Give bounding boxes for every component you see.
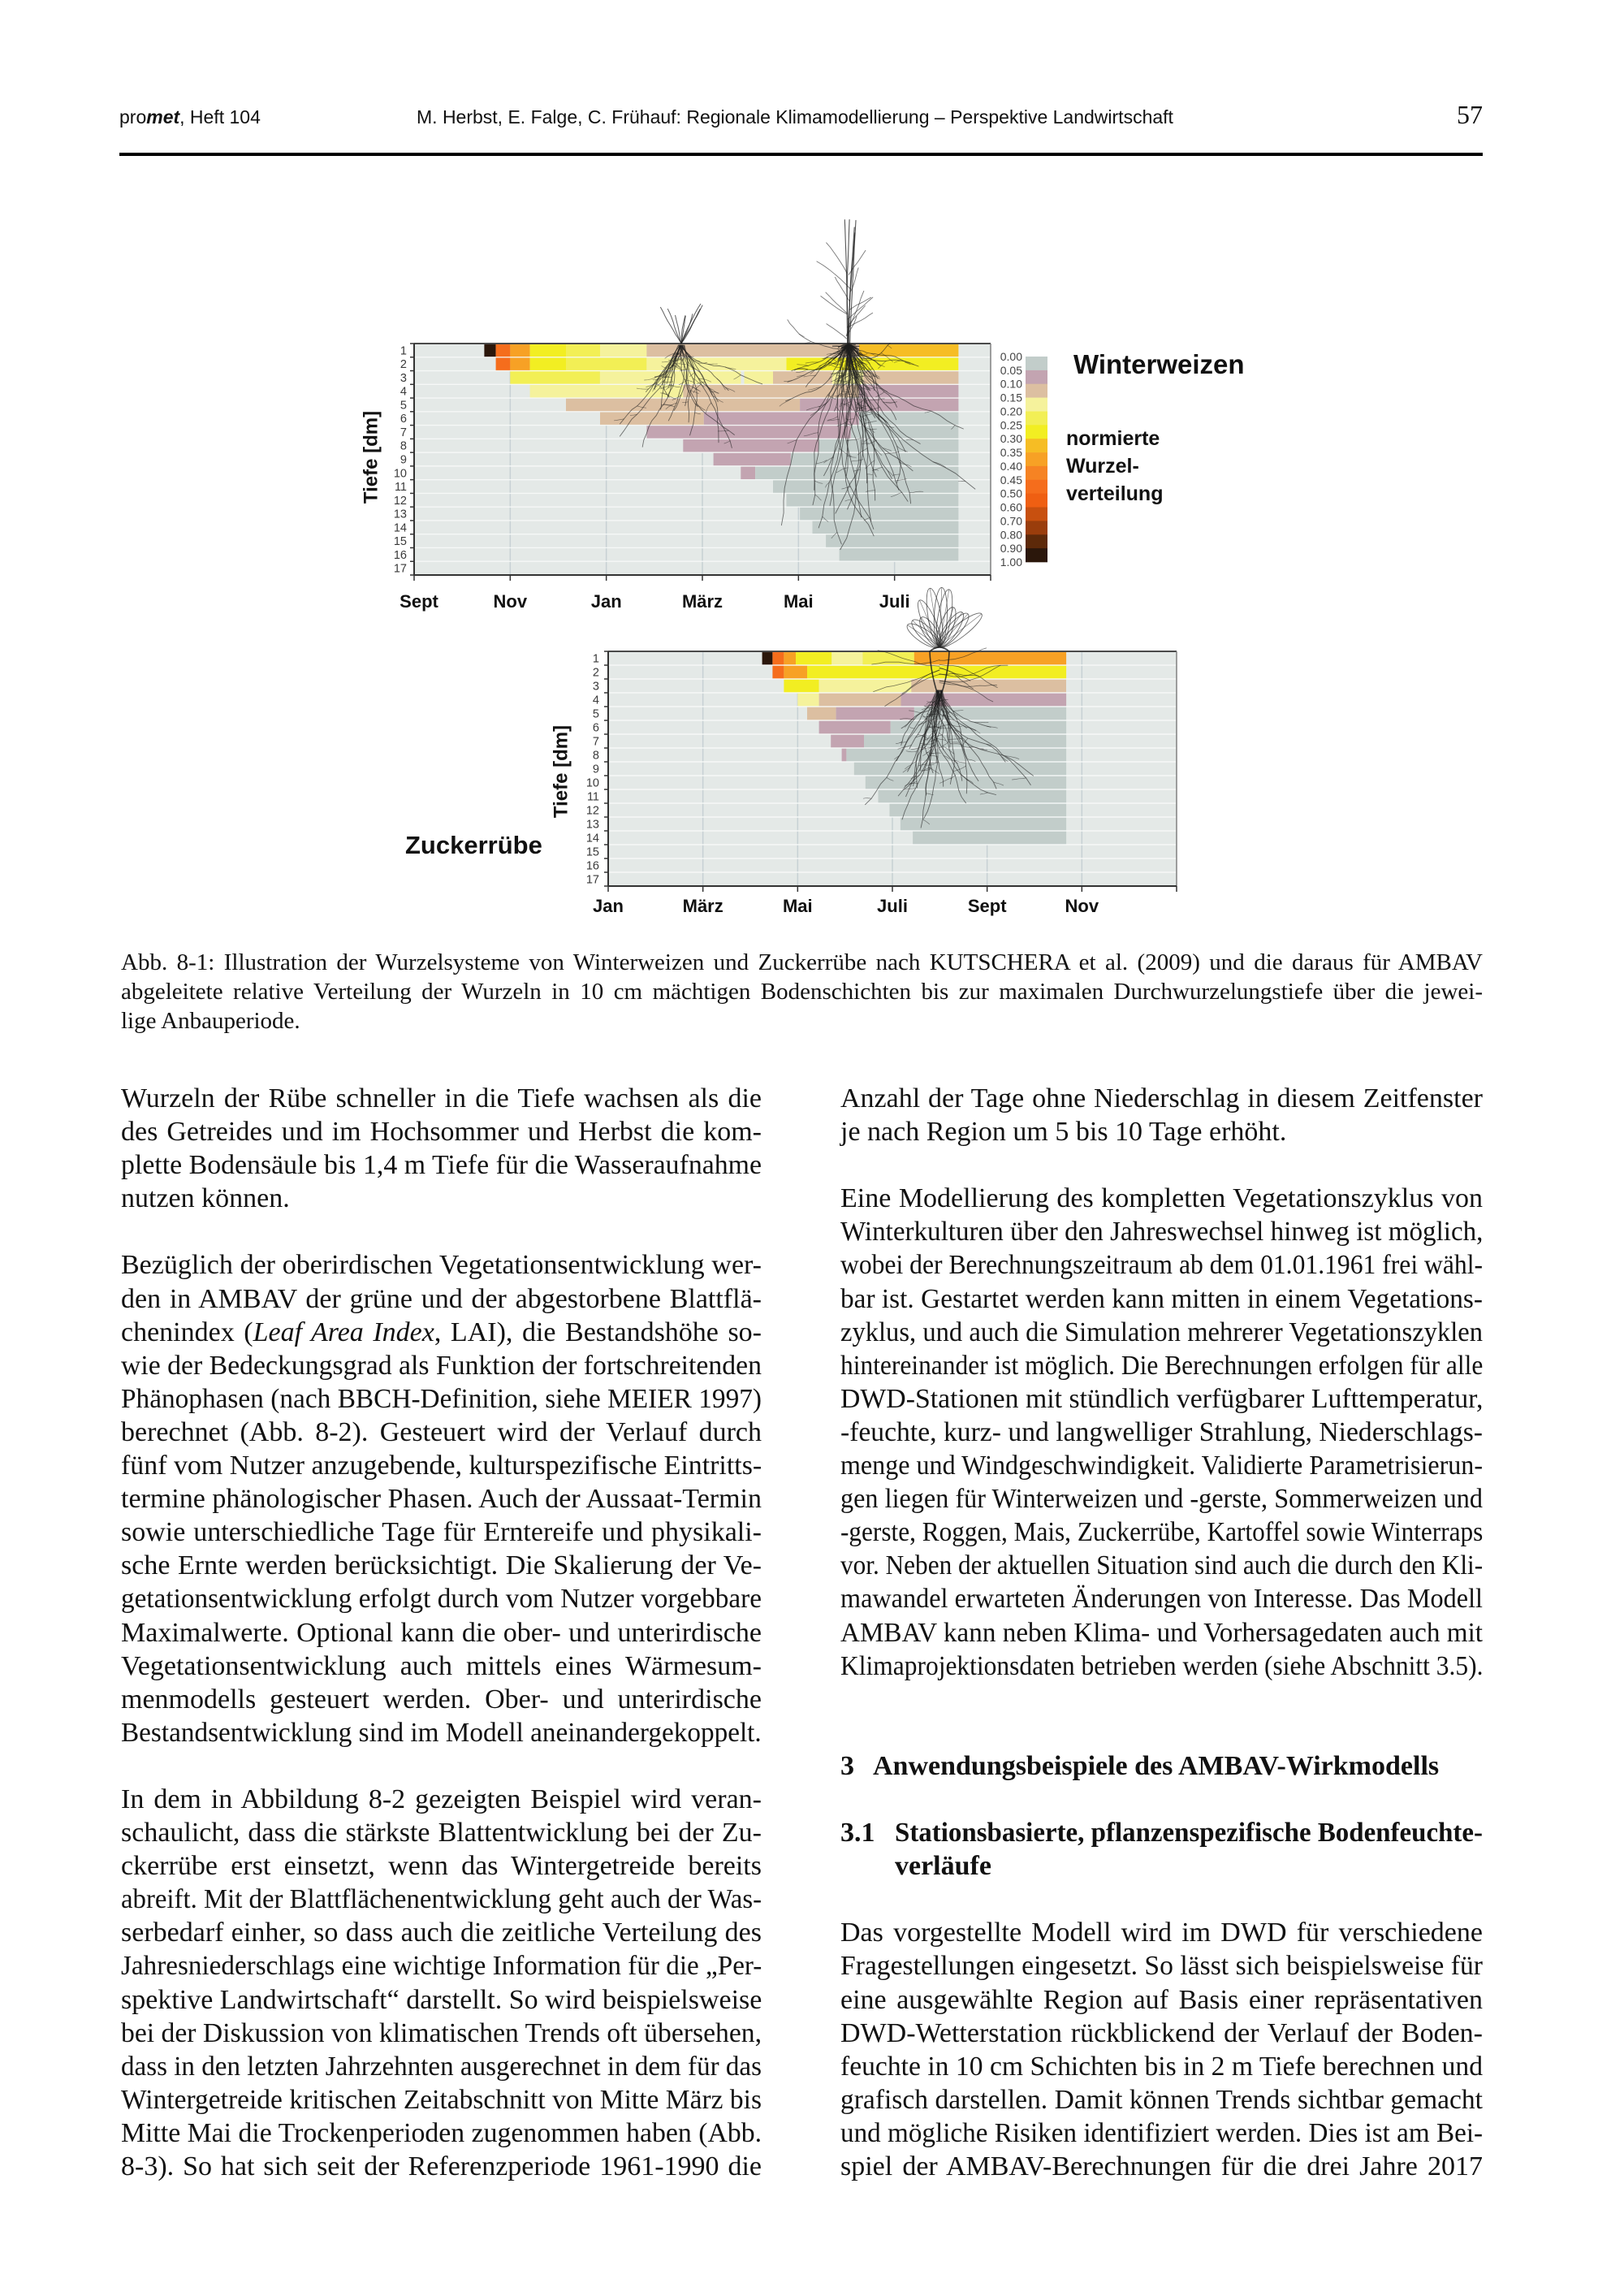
- text-line: dass in den letzten Jahrzehnten ausgerechnet in dem für das: [121, 2051, 762, 2082]
- y-tick-label: 1: [592, 652, 599, 666]
- section-heading: [840, 1816, 1483, 1883]
- colorbar-swatch: [1026, 508, 1047, 521]
- section-number: 3.1: [840, 1818, 875, 1848]
- y-tick-label: 2: [592, 666, 599, 680]
- text-line: grafisch darstellen. Damit können Trends sichtbar gemacht: [840, 2084, 1483, 2115]
- text-line: DWD-Stationen mit stündlich verfügbarer Lufttemperatur,: [840, 1383, 1484, 1414]
- text-line: fünf vom Nutzer anzugebende, kulturspezifische Eintritts-: [121, 1451, 762, 1481]
- text-line: Klimaprojektionsdaten betrieben werden (siehe Abschnitt 3.5).: [840, 1650, 1484, 1681]
- heatmap-cell: [773, 480, 958, 494]
- text-line: den in AMBAV der grüne und der abgestorbene Blattflä-: [121, 1283, 762, 1314]
- figure-caption: [121, 948, 1483, 1036]
- heatmap-cell: [784, 679, 818, 693]
- x-tick-label: Sept: [400, 591, 438, 612]
- colorbar-tick-label: 0.60: [1000, 500, 1022, 514]
- text-line: zyklus, und auch die Simulation mehrerer Vegetationszyklen: [840, 1317, 1483, 1347]
- text-line: 8-3). So hat sich seit der Referenzperiode 1961-1990 die: [121, 2151, 762, 2181]
- text-line: mawandel erwarteten Änderungen von Interesse. Das Modell: [840, 1584, 1483, 1615]
- caption-line: abgeleitete relative Verteilung der Wurzeln in 10 cm mächtigen Bodenschichten bis zur maximalen Durchwurzelungstiefe über die jewei-: [121, 979, 1483, 1005]
- heatmap-cell: [484, 344, 495, 357]
- colorbar-swatch: [1026, 521, 1047, 534]
- y-tick-label: 5: [400, 399, 407, 413]
- text-line: wobei der Berechnungszeitraum ab dem 01.01.1961 frei wähl-: [840, 1250, 1483, 1281]
- caption-line: Abb. 8-1: Illustration der Wurzelsysteme von Winterweizen und Zuckerrübe nach KUTSCHERA et al. (2009) und die daraus für AMBAV: [121, 949, 1483, 975]
- text-line: gen liegen für Winterweizen und -gerste, Sommerweizen und: [840, 1484, 1483, 1515]
- chart-winterweizen: [361, 344, 1245, 612]
- chart-zuckerruebe: [405, 651, 1177, 916]
- paragraph: [840, 1182, 1483, 1682]
- text-line: Winterkulturen über den Jahreswechsel hinweg ist möglich,: [840, 1217, 1484, 1247]
- colorbar-swatch: [1026, 398, 1047, 412]
- x-tick-label: Sept: [967, 896, 1007, 916]
- colorbar-swatch: [1026, 466, 1047, 480]
- heatmap-cell: [890, 803, 1067, 817]
- y-tick-label: 12: [585, 804, 599, 818]
- paragraph: [840, 1082, 1483, 1148]
- text-line: ckerrübe erst einsetzt, wenn das Wintergetreide bereits: [121, 1851, 762, 1882]
- heatmap-cell: [819, 693, 901, 707]
- text-line: Stationsbasierte, pflanzenspezifische Bodenfeuchte-: [895, 1818, 1484, 1848]
- y-tick-label: 13: [393, 508, 407, 521]
- journal-name-prefix: pro: [119, 106, 147, 128]
- heatmap-cell: [787, 493, 959, 507]
- chart-title: Winterweizen: [1073, 349, 1245, 379]
- y-tick-label: 6: [592, 721, 599, 735]
- colorbar-tick-label: 0.10: [1000, 377, 1022, 391]
- heatmap-cell: [496, 357, 511, 371]
- heatmap-cell: [913, 831, 1066, 845]
- text-line: -feuchte, kurz- und langwelliger Strahlung, Niederschlags-: [840, 1416, 1483, 1447]
- colorbar-swatch: [1026, 548, 1047, 562]
- colorbar-tick-label: 0.40: [1000, 459, 1022, 473]
- text-line: abreift. Mit der Blattflächenentwicklung geht auch der Was-: [121, 1884, 762, 1915]
- colorbar-tick-label: 0.05: [1000, 363, 1022, 377]
- text-column-left: [121, 1082, 762, 2216]
- heatmap-cell: [831, 651, 862, 665]
- x-tick-label: Mai: [782, 896, 813, 916]
- y-tick-label: 9: [592, 763, 599, 776]
- figure-root-distribution: [0, 0, 1624, 934]
- text-line: sche Ernte werden berücksichtigt. Die Skalierung der Ve-: [121, 1550, 762, 1581]
- text-line: Anwendungsbeispiele des AMBAV-Wirkmodells: [873, 1750, 1440, 1781]
- heatmap-cell: [836, 707, 914, 720]
- text-line: bar ist. Gestartet werden kann mitten in einem Vegetations-: [840, 1283, 1483, 1314]
- heatmap-cell: [566, 398, 800, 412]
- colorbar-tick-label: 0.35: [1000, 446, 1022, 460]
- text-line: schaulicht, dass die stärkste Blattentwicklung bei der Zu-: [121, 1818, 762, 1848]
- colorbar-title: verteilung: [1066, 482, 1164, 505]
- paragraph: [121, 1783, 762, 2183]
- text-line: vor. Neben der aktuellen Situation sind auch die durch den Kli-: [840, 1550, 1484, 1581]
- text-line: plette Bodensäule bis 1,4 m Tiefe für die Wasseraufnahme: [121, 1150, 762, 1181]
- heatmap-cell: [842, 748, 847, 762]
- text-line: nutzen können.: [121, 1183, 290, 1214]
- heatmap-cell: [704, 412, 859, 426]
- text-line: Wurzeln der Rübe schneller in die Tiefe wachsen als die: [121, 1083, 762, 1113]
- sketch-stroke: [676, 315, 681, 344]
- y-tick-label: 11: [586, 790, 599, 804]
- y-tick-label: 13: [585, 818, 599, 832]
- y-tick-label: 16: [393, 548, 407, 562]
- x-tick-label: Nov: [493, 591, 528, 612]
- heatmap-cell: [840, 548, 959, 562]
- text-line: feuchte in 10 cm Schichten bis in 2 m Tiefe berechnen und: [840, 2051, 1483, 2082]
- colorbar-swatch: [1026, 384, 1047, 398]
- text-line: menge und Windgeschwindigkeit. Validierte Parametrisierun-: [840, 1451, 1483, 1481]
- text-line: je nach Region um 5 bis 10 Tage erhöht.: [840, 1117, 1287, 1148]
- heatmap-cell: [807, 665, 1066, 679]
- colorbar-tick-label: 1.00: [1000, 556, 1022, 569]
- sketch-stroke: [821, 296, 847, 314]
- y-tick-label: 2: [400, 358, 407, 372]
- heatmap-cell: [510, 344, 529, 357]
- x-tick-label: März: [682, 896, 723, 916]
- paragraph: [840, 1916, 1483, 2183]
- heatmap-cell: [566, 357, 646, 371]
- text-line: getationsentwicklung erfolgt durch vom Nutzer vorgebbare: [121, 1584, 762, 1615]
- y-tick-label: 1: [400, 344, 407, 358]
- text-line: In dem in Abbildung 8-2 gezeigten Beispiel wird veran-: [121, 1784, 762, 1814]
- text-line: serbedarf einher, so dass auch die zeitliche Verteilung des: [121, 1918, 762, 1948]
- y-tick-label: 11: [394, 481, 407, 494]
- y-tick-label: 6: [400, 413, 407, 426]
- colorbar-swatch: [1026, 480, 1047, 494]
- colorbar-tick-label: 0.45: [1000, 473, 1022, 486]
- y-tick-label: 10: [585, 776, 599, 790]
- text-line: hintereinander ist möglich. Die Berechnungen erfolgen für alle: [840, 1350, 1484, 1381]
- text-line: Bestandsentwicklung sind im Modell aneinandergekoppelt.: [121, 1717, 762, 1748]
- heatmap-cell: [530, 357, 566, 371]
- colorbar-title: Wurzel-: [1066, 455, 1139, 478]
- colorbar-title: normierte: [1066, 427, 1160, 450]
- y-tick-label: 7: [400, 426, 407, 439]
- heatmap-cell: [530, 344, 566, 357]
- y-tick-label: 14: [393, 521, 407, 535]
- heatmap-cell: [683, 439, 818, 452]
- x-tick-label: Juli: [877, 896, 908, 916]
- section-heading: [840, 1749, 1483, 1783]
- page-number: 57: [1457, 100, 1483, 129]
- heatmap-cell: [600, 412, 704, 426]
- text-line: spektive Landwirtschaft“ darstellt. So wird beispielsweise: [121, 1984, 762, 2015]
- sketch-stroke: [661, 307, 682, 344]
- caption-line: lige Anbauperiode.: [121, 1008, 300, 1034]
- colorbar-legend: [1000, 350, 1164, 569]
- text-line: des Getreides und im Hochsommer und Herbst die kom-: [121, 1117, 762, 1148]
- colorbar-tick-label: 0.00: [1000, 350, 1022, 363]
- colorbar-swatch: [1026, 357, 1047, 370]
- heatmap-cell: [819, 679, 912, 693]
- colorbar-swatch: [1026, 534, 1047, 548]
- text-line: -gerste, Roggen, Mais, Zuckerrübe, Kartoffel sowie Winterraps: [840, 1517, 1484, 1548]
- colorbar-tick-label: 0.15: [1000, 391, 1022, 404]
- running-title: M. Herbst, E. Falge, C. Frühauf: Regionale Klimamodellierung – Perspektive Landwirtschaft: [417, 106, 1173, 128]
- heatmap-cell: [914, 651, 1066, 665]
- text-line: Fragestellungen eingesetzt. So lässt sich beispielsweise für: [840, 1951, 1483, 1982]
- text-line: berechnet (Abb. 8-2). Gesteuert wird der Verlauf durch: [121, 1416, 762, 1447]
- heatmap-cell: [807, 707, 836, 720]
- text-run: , LAI), die Bestandshöhe so-: [434, 1317, 762, 1347]
- y-tick-label: 16: [585, 859, 599, 873]
- heatmap-cell: [819, 720, 891, 734]
- heatmap-cell: [879, 789, 1067, 803]
- text-line: Maximalwerte. Optional kann die ober- und unterirdische: [121, 1617, 762, 1648]
- text-line: AMBAV kann neben Klima- und Vorhersagedaten auch mit: [840, 1617, 1483, 1648]
- heatmap-cell: [772, 665, 784, 679]
- text-line: DWD-Wetterstation rückblickend der Verlauf der Boden-: [840, 2017, 1483, 2048]
- text-line: Das vorgestellte Modell wird im DWD für verschiedene: [840, 1918, 1483, 1948]
- colorbar-tick-label: 0.90: [1000, 542, 1022, 556]
- colorbar-swatch: [1026, 412, 1047, 426]
- text-line: und mögliche Risiken identifiziert werden. Dies ist am Bei-: [840, 2117, 1484, 2148]
- text-line: Jahresniederschlags eine wichtige Information für die „Per-: [121, 1951, 762, 1982]
- y-axis-title: Tiefe [dm]: [550, 724, 572, 819]
- heatmap-cell: [826, 534, 958, 548]
- text-line: wie der Bedeckungsgrad als Funktion der fortschreitenden: [121, 1350, 762, 1381]
- colorbar-swatch: [1026, 439, 1047, 452]
- y-tick-label: 4: [592, 694, 599, 707]
- y-tick-label: 15: [393, 535, 407, 549]
- y-tick-label: 9: [400, 453, 407, 467]
- y-tick-label: 8: [400, 439, 407, 453]
- colorbar-tick-label: 0.30: [1000, 432, 1022, 446]
- heatmap-cell: [901, 817, 1066, 831]
- section-number: 3: [840, 1750, 854, 1781]
- text-line: bei der Diskussion von klimatischen Trends oft übersehen,: [121, 2017, 762, 2048]
- sketch-stroke: [827, 243, 847, 273]
- heatmap-cell: [784, 665, 807, 679]
- text-column-right: [840, 1082, 1483, 2216]
- sketch-stroke: [817, 262, 850, 289]
- heatmap-cell: [796, 651, 831, 665]
- heatmap-cell: [846, 748, 1066, 762]
- y-tick-label: 12: [393, 494, 407, 508]
- sketch-stroke: [827, 324, 847, 339]
- colorbar-swatch: [1026, 370, 1047, 384]
- heatmap-cell: [773, 371, 832, 385]
- heatmap-cell: [510, 357, 529, 371]
- text-line: Mitte Mai die Trockenperioden zugenommen haben (Abb.: [121, 2117, 762, 2148]
- heatmap-cell: [741, 466, 755, 480]
- text-line: Anzahl der Tage ohne Niederschlag in diesem Zeitfenster: [840, 1083, 1483, 1113]
- colorbar-tick-label: 0.25: [1000, 418, 1022, 432]
- beet-leaf-midrib: [939, 608, 953, 646]
- italic-term: Leaf Area Index: [253, 1317, 434, 1347]
- paragraph: [121, 1082, 762, 1215]
- text-line: spiel der AMBAV-Berechnungen für die drei Jahre 2017: [840, 2151, 1483, 2181]
- text-line: termine phänologischer Phasen. Auch der Aussaat-Termin: [121, 1484, 762, 1515]
- text-line: Bezüglich der oberirdischen Vegetationsentwicklung wer-: [121, 1250, 762, 1281]
- y-axis-title: Tiefe [dm]: [360, 410, 382, 504]
- y-tick-label: 8: [592, 749, 599, 763]
- text-line: Phänophasen (nach BBCH-Definition, siehe MEIER 1997): [121, 1383, 762, 1414]
- x-tick-label: Mai: [783, 591, 814, 612]
- colorbar-tick-label: 0.50: [1000, 486, 1022, 500]
- colorbar-swatch: [1026, 494, 1047, 508]
- heatmap-cell: [901, 693, 1067, 707]
- section-title: [873, 1749, 1483, 1783]
- y-tick-label: 3: [400, 371, 407, 385]
- heatmap-cell: [772, 651, 784, 665]
- x-tick-label: März: [681, 591, 723, 612]
- text-line: eine ausgewählte Region auf Basis einer repräsentativen: [840, 1984, 1483, 2015]
- section-title: [895, 1816, 1483, 1883]
- text-line: verläufe: [895, 1851, 991, 1882]
- heatmap-cell: [496, 344, 511, 357]
- heatmap-cell: [866, 776, 1066, 789]
- paragraph: [121, 1248, 762, 1749]
- y-tick-label: 14: [585, 832, 599, 845]
- x-tick-label: Jan: [590, 591, 622, 612]
- heatmap-cell: [566, 344, 600, 357]
- sketch-stroke: [667, 309, 681, 344]
- journal-issue-number: , Heft 104: [179, 106, 261, 128]
- chart-title: Zuckerrübe: [405, 831, 542, 859]
- x-tick-label: Jan: [593, 896, 624, 916]
- y-tick-label: 3: [592, 680, 599, 694]
- heatmap-cell: [797, 693, 818, 707]
- heatmap-cell: [831, 734, 864, 748]
- heatmap-cell: [600, 344, 646, 357]
- journal-name-emphasis: met: [146, 106, 180, 128]
- text-line: Vegetationsentwicklung auch mittels eines Wärmesum-: [121, 1650, 762, 1681]
- x-tick-label: Nov: [1065, 896, 1099, 916]
- colorbar-tick-label: 0.20: [1000, 404, 1022, 418]
- y-tick-label: 17: [585, 873, 599, 887]
- heatmap-cell: [762, 651, 773, 665]
- heatmap-cell: [714, 452, 791, 466]
- y-tick-label: 5: [592, 707, 599, 721]
- colorbar-tick-label: 0.80: [1000, 528, 1022, 542]
- text-run: chenindex (: [121, 1317, 253, 1347]
- y-tick-label: 4: [400, 385, 407, 399]
- colorbar-swatch: [1026, 425, 1047, 439]
- text-line: Wintergetreide kritischen Zeitabschnitt von Mitte März bis: [121, 2084, 762, 2115]
- heatmap-cell: [784, 651, 796, 665]
- x-tick-label: Juli: [879, 591, 910, 612]
- heatmap-cell: [813, 521, 959, 534]
- sketch-stroke: [826, 292, 848, 313]
- y-tick-label: 10: [393, 467, 407, 481]
- heatmap-cell: [510, 371, 600, 385]
- y-tick-label: 17: [393, 562, 407, 576]
- y-tick-label: 7: [592, 735, 599, 749]
- beet-leaf-midrib: [939, 614, 968, 646]
- y-tick-label: 15: [585, 845, 599, 859]
- text-line: menmodells gesteuert werden. Ober- und unterirdische: [121, 1684, 762, 1714]
- sketch-stroke: [844, 220, 849, 344]
- text-line: Eine Modellierung des kompletten Vegetationszyklus von: [840, 1183, 1483, 1214]
- text-line: [121, 1316, 762, 1349]
- colorbar-swatch: [1026, 452, 1047, 466]
- text-line: sowie unterschiedliche Tage für Erntereife und physikali-: [121, 1517, 762, 1548]
- colorbar-tick-label: 0.70: [1000, 514, 1022, 528]
